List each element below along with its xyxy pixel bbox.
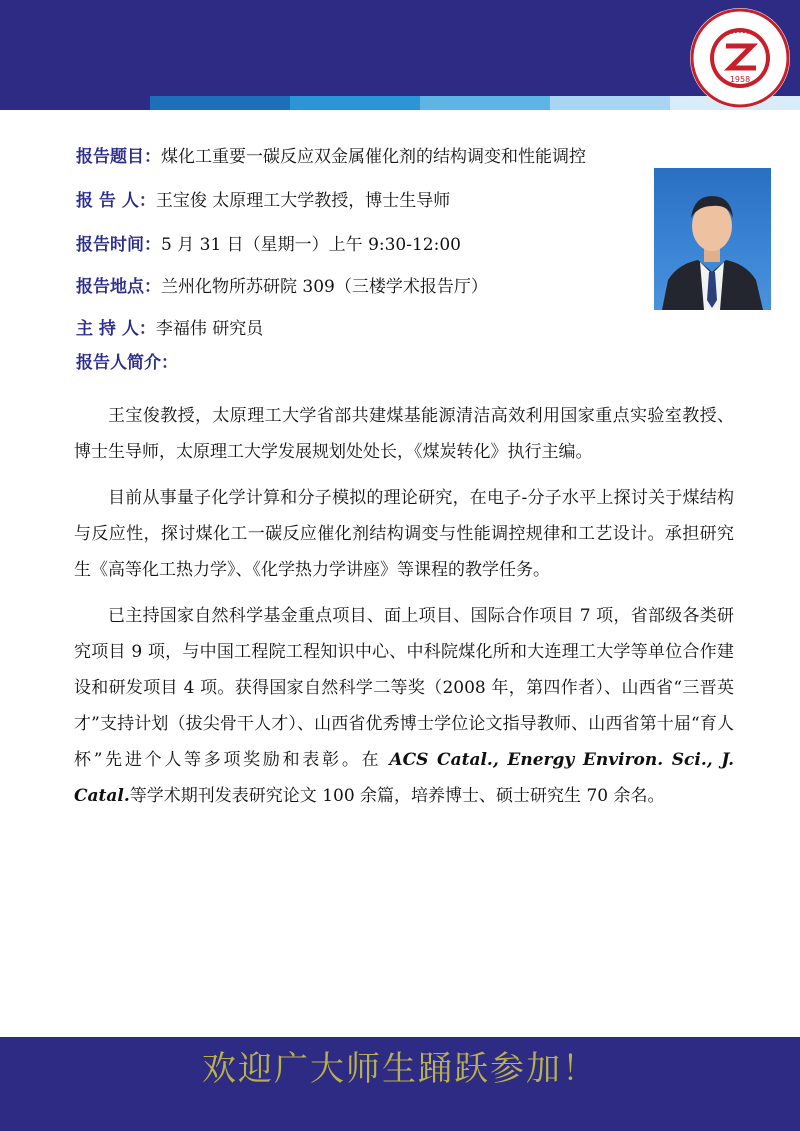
host-label: 主 持 人： <box>76 319 156 339</box>
header-band <box>0 0 800 96</box>
time-label: 报告时间： <box>76 235 161 255</box>
bio-heading-row <box>76 348 178 378</box>
host-value: 李福伟 研究员 <box>155 319 264 339</box>
header-stripe-5 <box>550 96 670 110</box>
bio-paragraph-1: 王宝俊教授，太原理工大学省部共建煤基能源清洁高效利用国家重点实验室教授、博士生导师，太原理工大学发展规划处处长，《煤炭转化》执行主编。 <box>74 406 734 462</box>
time-row <box>76 230 461 260</box>
place-row <box>76 272 488 302</box>
header-stripe-2 <box>150 96 290 110</box>
bio-heading: 报告人简介： <box>76 353 178 373</box>
speaker-photo <box>654 168 771 310</box>
speaker-bio <box>74 398 734 824</box>
place-label: 报告地点： <box>76 277 161 297</box>
welcome-message: 欢迎广大师生踊跃参加！ <box>202 1049 598 1089</box>
speaker-value: 王宝俊 太原理工大学教授，博士生导师 <box>155 191 451 211</box>
journal-list: ACS Catal., Energy Environ. Sci., J. Catal. <box>74 750 734 806</box>
bio-paragraph-3-part-a: 已主持国家自然科学基金重点项目、面上项目、国际合作项目 7 项，省部级各类研究项目 9 项，与中国工程院工程知识中心、中科院煤化所和大连理工大学等单位合作建设和研发项目 4 项。获得国家自然科学二等奖（2008 年，第四作者）、山西省“三晋英才”支持计划（拔尖骨干人才）、山西省优秀博士学位论文指导教师、山西省第十届“育人杯”先进个人等多项奖励和表彰。在 <box>74 606 734 770</box>
bio-paragraph-2: 目前从事量子化学计算和分子模拟的理论研究，在电子-分子水平上探讨关于煤结构与反应性，探讨煤化工一碳反应催化剂结构调变与性能调控规律和工艺设计。承担研究生《高等化工热力学》、《化学热力学讲座》等课程的教学任务。 <box>74 488 734 580</box>
header-stripe-1 <box>0 96 150 110</box>
speaker-portrait <box>654 168 771 310</box>
talk-title-label: 报告题目： <box>76 147 161 167</box>
institute-seal-icon <box>690 8 790 108</box>
header-stripe-4 <box>420 96 550 110</box>
logo-year: 1958 <box>729 75 751 84</box>
time-value: 5 月 31 日（星期一）上午 9:30-12:00 <box>161 235 461 255</box>
institute-logo <box>690 8 790 108</box>
talk-title-row <box>76 142 586 172</box>
bio-paragraph-3-part-b: 等学术期刊发表研究论文 100 余篇，培养博士、硕士研究生 70 余名。 <box>129 786 665 806</box>
talk-title-value: 煤化工重要一碳反应双金属催化剂的结构调变和性能调控 <box>161 147 586 167</box>
speaker-label: 报 告 人： <box>76 191 156 211</box>
bio-paragraph-3 <box>74 598 734 814</box>
header-stripe-3 <box>290 96 420 110</box>
speaker-row <box>76 186 450 216</box>
place-value: 兰州化物所苏研院 309（三楼学术报告厅） <box>161 277 488 297</box>
host-row <box>76 314 263 344</box>
